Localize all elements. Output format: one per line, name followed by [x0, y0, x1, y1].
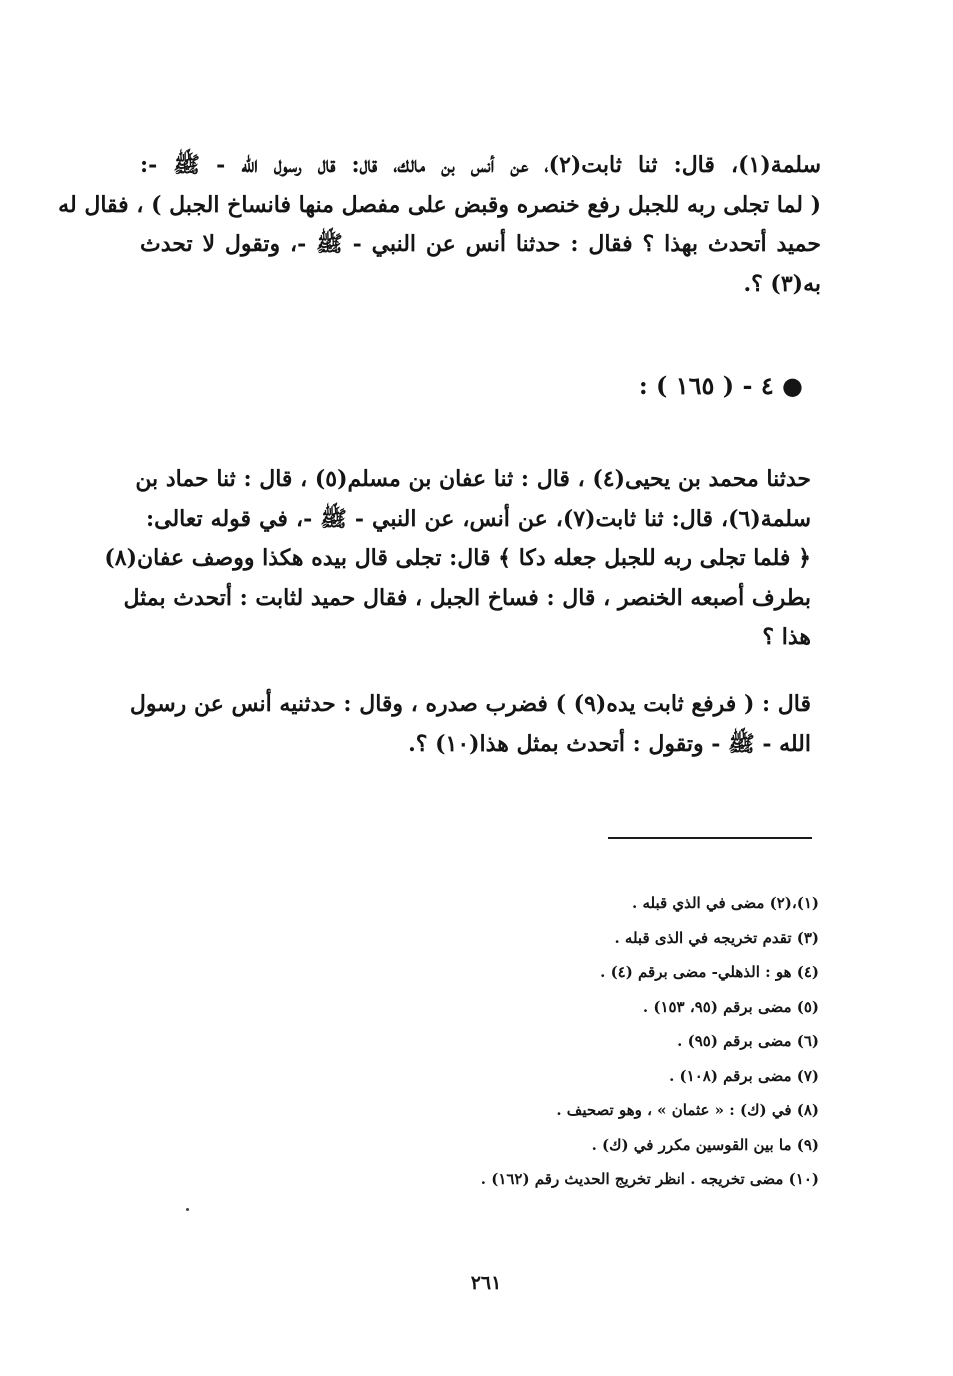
footnote: (١٠) مضى تخريجه . انظر تخريج الحديث رقم (١٦٢) . — [480, 1170, 819, 1188]
text-line: سلمة(٦)، قال: ثنا ثابت(٧)، عن أنس، عن النبي - ﷺ -، في قوله تعالى: — [146, 505, 811, 532]
footnote: (١)،(٢) مضى في الذي قبله . — [632, 894, 819, 912]
hadith-number-heading: ● ٤ - ( ١٦٥ ) : — [638, 371, 803, 400]
text-line: الله - ﷺ - وتقول : أتحدث بمثل هذا(١٠) ؟. — [408, 730, 811, 757]
paragraph-hadith-body — [104, 460, 811, 658]
text-line: حميد أتحدث بهذا ؟ فقال : حدثنا أنس عن النبي - ﷺ -، وتقول لا تحدث — [140, 231, 821, 257]
footnote: (٤) هو : الذهلي- مضى برقم (٤) . — [600, 963, 819, 981]
footnote: (٥) مضى برقم (٩٥، ١٥٣) . — [642, 997, 819, 1016]
footnote: (٧) مضى برقم (١٠٨) . — [669, 1066, 819, 1085]
paragraph-continued-hadith — [58, 146, 821, 304]
text-line: هذا ؟ — [762, 624, 811, 650]
text-line: سلمة(١)، قال: ثنا ثابت(٢)، عن أنس بن مالك، قال: قال رسول الله - ﷺ -: — [140, 152, 821, 178]
text-line: ﴿ فلما تجلى ربه للجبل جعله دكا ﴾ قال: تجلى قال بيده هكذا ووصف عفان(٨) — [104, 545, 811, 571]
page-number: ٢٦١ — [470, 1272, 502, 1294]
footnote: (٦) مضى برقم (٩٥) . — [677, 1032, 819, 1050]
text-line: ( لما تجلى ربه للجبل رفع خنصره وقبض على مفصل منها فانساخ الجبل ) ، فقال له — [58, 191, 821, 218]
paragraph-hadith-conclusion — [129, 685, 811, 764]
scan-speck — [186, 1208, 189, 1211]
footnote: (٣) تقدم تخريجه في الذى قبله . — [614, 928, 819, 947]
text-line: بطرف أصبعه الخنصر ، قال : فساخ الجبل ، فقال حميد لثابت : أتحدث بمثل — [123, 584, 811, 611]
footnotes-list — [379, 886, 819, 1197]
footnote: (٩) ما بين القوسين مكرر في (ك) . — [591, 1135, 819, 1154]
footnote: (٨) في (ك) : « عثمان » ، وهو تصحيف . — [556, 1101, 819, 1119]
footnote-separator — [608, 837, 812, 839]
text-line: قال : ( فرفع ثابت يده(٩) ) فضرب صدره ، وقال : حدثنيه أنس عن رسول — [129, 691, 811, 717]
text-line: حدثنا محمد بن يحيى(٤) ، قال : ثنا عفان بن مسلم(٥) ، قال : ثنا حماد بن — [135, 466, 811, 492]
text-line: به(٣) ؟. — [743, 270, 821, 297]
